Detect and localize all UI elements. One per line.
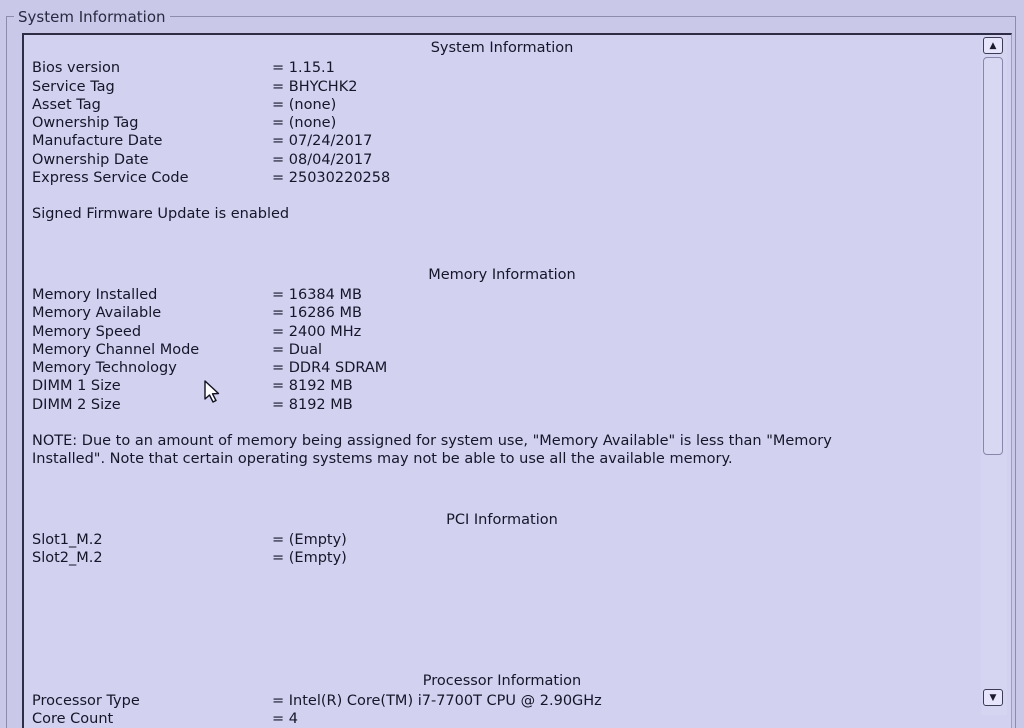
scroll-thumb[interactable] [983, 57, 1003, 455]
row-label: DIMM 2 Size [32, 396, 121, 413]
info-row [32, 359, 982, 377]
info-row [32, 132, 982, 150]
row-value: = Intel(R) Core(TM) i7-7700T CPU @ 2.90GHz [272, 692, 602, 709]
row-label: Slot2_M.2 [32, 550, 103, 567]
info-row [32, 59, 982, 77]
row-value: = 16384 MB [272, 286, 362, 303]
row-value: = DDR4 SDRAM [272, 360, 388, 377]
info-row [32, 96, 982, 114]
info-row [32, 377, 982, 395]
row-value: = (none) [272, 96, 337, 113]
section-title-system: System Information [430, 40, 574, 56]
row-label: Memory Available [32, 305, 162, 322]
row-label: Bios version [32, 60, 121, 77]
row-value: = 2400 MHz [272, 323, 362, 340]
arrow-up-icon: ▲ [989, 40, 997, 51]
firmware-status: Signed Firmware Update is enabled [32, 206, 290, 223]
info-row [32, 710, 982, 728]
info-row [32, 396, 982, 414]
row-label: Asset Tag [32, 96, 101, 113]
info-row [32, 114, 982, 132]
row-value: = (none) [272, 115, 337, 132]
row-label: Manufacture Date [32, 133, 163, 150]
section-title-pci: PCI Information [446, 511, 558, 528]
row-value: = BHYCHK2 [272, 78, 358, 95]
row-label: DIMM 1 Size [32, 378, 121, 395]
memory-note: NOTE: Due to an amount of memory being assigned for system use, "Memory Available" is less than "Memory Installed". Note that certain operating systems may not be able to use all the available memory. [32, 433, 832, 468]
row-value: = 4 [272, 711, 298, 728]
row-value: = 16286 MB [272, 305, 362, 322]
row-value: = 8192 MB [272, 378, 353, 395]
info-row [32, 341, 982, 359]
row-label: Core Count [32, 711, 114, 728]
row-label: Memory Technology [32, 360, 177, 377]
row-label: Slot1_M.2 [32, 531, 103, 548]
vertical-scrollbar[interactable] [981, 35, 1007, 715]
row-label: Processor Type [32, 692, 140, 709]
mouse-pointer-icon [203, 380, 225, 404]
info-row [32, 151, 982, 169]
section-title-memory: Memory Information [428, 266, 576, 283]
scroll-down-button[interactable] [983, 689, 1003, 706]
arrow-down-icon: ▼ [989, 692, 997, 703]
row-value: = 1.15.1 [272, 60, 335, 77]
row-label: Memory Installed [32, 286, 158, 303]
row-label: Ownership Tag [32, 115, 139, 132]
info-row [32, 531, 982, 549]
info-row [32, 692, 982, 710]
row-label: Memory Channel Mode [32, 341, 200, 358]
row-value: = Dual [272, 341, 323, 358]
row-value: = 08/04/2017 [272, 151, 373, 168]
row-label: Memory Speed [32, 323, 142, 340]
info-content [32, 35, 982, 728]
info-row [32, 304, 982, 322]
row-label: Express Service Code [32, 170, 189, 187]
info-row [32, 78, 982, 96]
row-label: Ownership Date [32, 151, 149, 168]
info-row [32, 323, 982, 341]
row-label: Service Tag [32, 78, 115, 95]
scroll-up-button[interactable] [983, 37, 1003, 54]
info-row [32, 549, 982, 567]
row-value: = (Empty) [272, 550, 347, 567]
row-value: = (Empty) [272, 531, 347, 548]
groupbox-title: System Information [14, 8, 170, 26]
row-value: = 8192 MB [272, 396, 353, 413]
row-value: = 07/24/2017 [272, 133, 373, 150]
row-value: = 25030220258 [272, 170, 391, 187]
info-row [32, 169, 982, 187]
info-panel[interactable] [22, 33, 1012, 728]
info-row [32, 286, 982, 304]
section-title-processor: Processor Information [422, 672, 582, 689]
